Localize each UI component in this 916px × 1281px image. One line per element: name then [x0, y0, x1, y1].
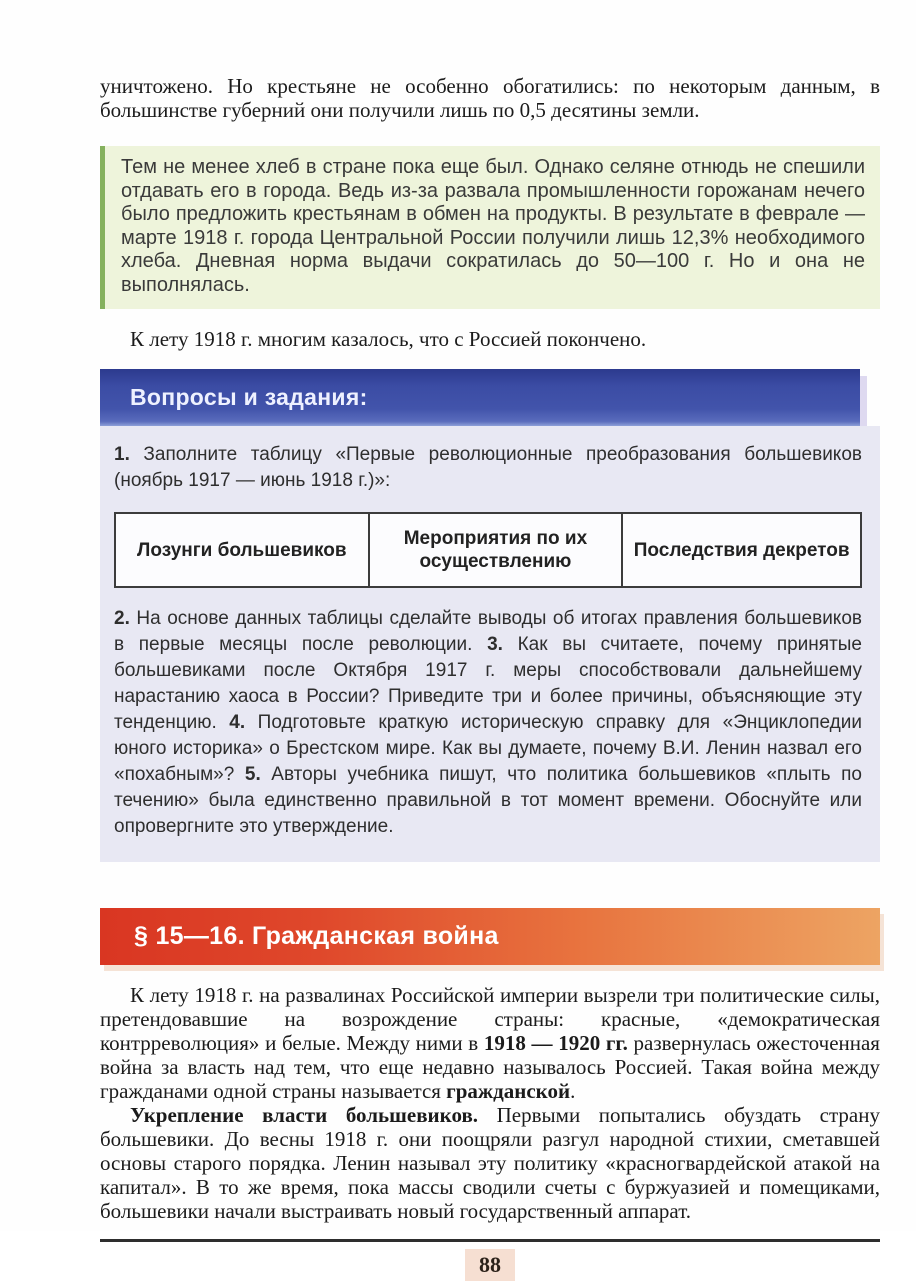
table-header-consequences: Последствия декретов	[622, 513, 861, 587]
table-header-slogans: Лозунги большевиков	[115, 513, 369, 587]
section-title-banner	[100, 908, 880, 965]
questions-box	[100, 426, 880, 862]
questions-2-to-5: 2. На основе данных таблицы сделайте выводы об итогах правления большевиков в первые месяцы после революции. 3. Как вы считаете, почему принятые большевиками после Октября 1917 г. меры способствовали дальнейшему нарастанию хаоса в России? Приведите три и более причины, объясняющие эту тенденцию. 4. Подготовьте краткую историческую справку для «Энциклопедии юного историка» о Брестском мире. Как вы думаете, почему В.И. Ленин назвал его «похабным»? 5. Авторы учебника пишут, что политика большевиков «плыть по течению» была единственно правильной в тот момент времени. Обоснуйте или опровергните это утверждение.	[114, 608, 862, 837]
lead-sentence: К лету 1918 г. многим казалось, что с Россией покончено.	[130, 327, 647, 351]
footer-rule	[100, 1239, 880, 1242]
revolution-transformations-table	[114, 512, 862, 588]
table-header-measures: Мероприятия по их осуществлению	[369, 513, 623, 587]
section-title: § 15—16. Гражданская война	[134, 922, 499, 950]
highlight-box	[100, 146, 880, 309]
questions-header-label: Вопросы и задания:	[130, 384, 368, 410]
question-1: 1. Заполните таблицу «Первые революционные преобразования большевиков (ноябрь 1917 — июнь 1918 г.)»:	[114, 444, 862, 491]
section-paragraph-1: К лету 1918 г. на развалинах Российской империи вызрели три политические силы, претендовавшие на возрождение страны: красные, «демократическая контрреволюция» и белые. Между ними в 1918 — 1920 гг. развернулась ожесточенная война за власть над тем, что еще недавно называлось Россией. Такая война между гражданами одной страны называется гражданской.	[100, 983, 880, 1103]
highlight-box-text: Тем не менее хлеб в стране пока еще был. Однако селяне отнюдь не спешили отдавать его в города. Ведь из-за развала промышленности горожанам нечего было предложить крестьянам в обмен на продукты. В результате в феврале — марте 1918 г. города Центральной России получили лишь 12,3% необходимого хлеба. Дневная норма выдачи сократилась до 50—100 г. Но и она не выполнялась.	[121, 156, 865, 296]
page-footer	[100, 1249, 880, 1281]
section-paragraph-2: Укрепление власти большевиков. Первыми попытались обуздать страну большевики. До весны 1918 г. они поощряли разгул народной стихии, сметавшей основы старого порядка. Ленин называл эту политику «красногвардейской атакой на капитал». В то же время, пока массы сводили счеты с буржуазией и помещиками, большевики начали выстраивать новый государственный аппарат.	[100, 1103, 880, 1223]
questions-header-banner	[100, 369, 860, 426]
continuation-paragraph: уничтожено. Но крестьяне не особенно обогатились: по некоторым данным, в большинстве губерний они получили лишь по 0,5 десятины земли.	[100, 74, 880, 122]
table-header-row	[115, 513, 861, 587]
page-number: 88	[465, 1249, 515, 1281]
